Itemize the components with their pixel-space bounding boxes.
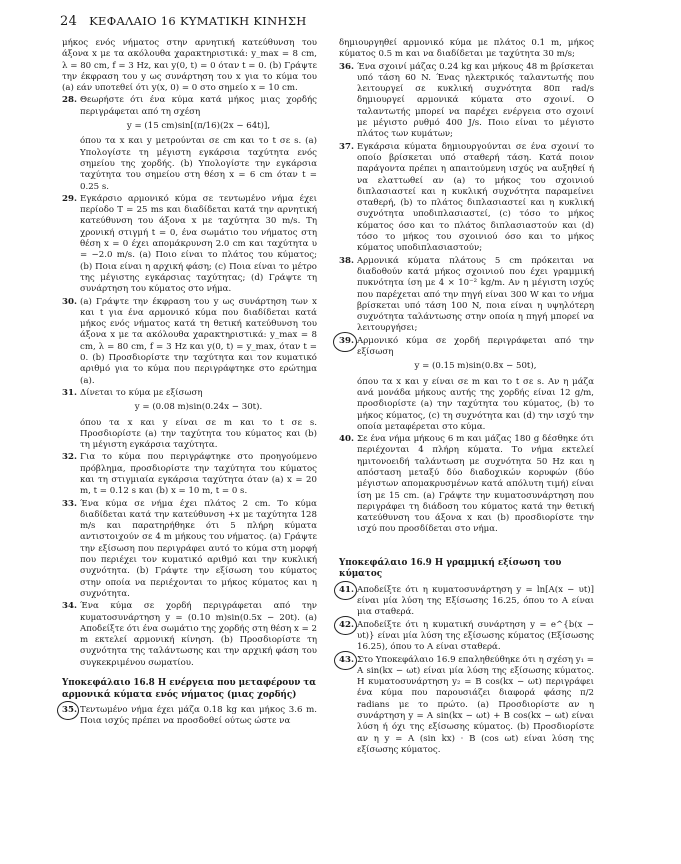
- problem-number: 36.: [339, 61, 354, 72]
- equation: y = (0.15 m)sin(0.8x − 50t),: [414, 361, 537, 372]
- running-title: ΚΕΦΑΛΑΙΟ 16 ΚΥΜΑΤΙΚΗ ΚΙΝΗΣΗ: [89, 14, 307, 28]
- problem-number: 29.: [62, 193, 77, 204]
- problem-31: [62, 388, 317, 451]
- problem-33: [62, 499, 317, 601]
- problem-text: Εγκάρσια κύματα δημιουργούνται σε ένα σχοινί το οποίο βρίσκεται υπό σταθερή τάση. Κατά ποιον παράγοντα πρέπει η απαιτούμενη ισχύς να αυξηθεί ή να ελαττωθεί αν (a) το μήκος του σχοινιού διπλασιαστεί και η κυκλική συχνότητα παραμείνει σταθερή, (b) το πλάτος διπλασιαστεί και η κυκλική συχνότητα υποδιπλασιαστεί, (c) τόσο το μήκος κύματος όσο και το πλάτος διπλασιαστούν και (d) τόσο το μήκος του σχοινιού όσο και το μήκος κύματος υποδιπλασιαστούν;: [357, 141, 594, 254]
- problem-text: Ένα κύμα σε χορδή περιγράφεται από την κυματοσυνάρτηση y = (0.10 m)sin(0.5x − 20t). (a) Αποδείξτε ότι ένα σωμάτιο της χορδής στη θέση x = 2 m εκτελεί αρμονική κίνηση. (b) Προσδιορίστε τη συχνότητα της ταλάντωσης και την αρχική φάση του συγκεκριμένου σωματίου.: [80, 601, 317, 668]
- section-heading-16-8: Υποκεφάλαιο 16.8 Η ενέργεια που μεταφέρουν τα αρμονικά κύματα ενός νήματος (μιας χορδής): [62, 678, 317, 700]
- problem-text: Τεντωμένο νήμα έχει μάζα 0.18 kg και μήκος 3.6 m. Ποια ισχύς πρέπει να προσδοθεί ούτως ώστε να: [80, 705, 317, 727]
- continued-problem-text: μήκος ενός νήματος στην αρνητική κατεύθυνση του άξονα x με τα ακόλουθα χαρακτηριστικά: y_max = 8 cm, λ = 80 cm, f = 3 Hz, και y(0, t) = 0 όταν t = 0. (b) Γράψτε την έκφραση του y ως συνάρτηση του x για το κύμα του (a) εάν υποτεθεί ότι y(x, 0) = 0 στο σημείο x = 10 cm.: [62, 38, 317, 94]
- problem-28: [62, 95, 317, 192]
- problem-number: 39.: [339, 335, 354, 346]
- problem-30: [62, 297, 317, 387]
- problem-41: [339, 585, 594, 619]
- problem-text: Για το κύμα που περιγράφτηκε στο προηγούμενο πρόβλημα, προσδιορίστε την ταχύτητα του κύματος και τη στιγμιαία εγκάρσια ταχύτητα όταν (a) x = 20 m, t = 0.12 s και (b) x = 10 m, t = 0 s.: [80, 452, 317, 497]
- problem-text: Ένα κύμα σε νήμα έχει πλάτος 2 cm. Το κύμα διαδίδεται κατά την κατεύθυνση +x με ταχύτητα 128 m/s και παρατηρήθηκε ότι 5 πλήρη κύματα αντιστοιχούν σε 4 m μήκους του νήματος. (a) Γράψτε την εξίσωση που περιγράφει αυτό το κύμα στη μορφή που περιέχει τον κυματικό αριθμό και την κυκλική συχνότητα. (b) Γράψτε την εξίσωση του κύματος στην οποία να περιέχονται το μήκος κύματος και η συχνότητα.: [80, 498, 317, 599]
- problem-number: 35.: [62, 705, 77, 716]
- problem-34: [62, 601, 317, 669]
- problem-number: 34.: [62, 601, 77, 612]
- problem-39: [339, 336, 594, 433]
- problem-text: Εγκάρσιο αρμονικό κύμα σε τεντωμένο νήμα έχει περίοδο T = 25 ms και διαδίδεται κατά την αρνητική κατεύθυνση του άξονα x με ταχύτητα 30 m/s. Τη χρονική στιγμή t = 0, ένα σωμάτιο του νήματος στη θέση x = 0 έχει απομάκρυνση 2.0 cm και ταχύτητα υ = −2.0 m/s. (a) Ποιο είναι το πλάτος του κύματος; (b) Ποια είναι η αρχική φάση; (c) Ποια είναι το μέτρο της μέγιστης εγκάρσιας ταχύτητας; (d) Γράψτε τη συνάρτηση του κύματος στο νήμα.: [80, 193, 317, 295]
- problem-number: 37.: [339, 141, 354, 152]
- problem-number: 30.: [62, 296, 77, 307]
- problem-text: (a) Γράψτε την έκφραση του y ως συνάρτηση των x και t για ένα αρμονικό κύμα που διαδίδεται κατά μήκος ενός νήματος κατά τη θετική κατεύθυνση του άξονα x με τα ακόλουθα χαρακτηριστικά: y_max = 8 cm, λ = 80 cm, f = 3 Hz και y(0, t) = y_max, όταν t = 0. (b) Προσδιορίστε την ταχύτητα και τον κυματικό αριθμό για το κύμα που περιγράφτηκε στο ερώτημα (a).: [80, 296, 317, 386]
- problem-38: [339, 256, 594, 335]
- problem-text: Θεωρήστε ότι ένα κύμα κατά μήκος μιας χορδής περιγράφεται από τη σχέση: [80, 95, 317, 117]
- continued-problem-text: δημιουργηθεί αρμονικό κύμα με πλάτος 0.1 m, μήκος κύματος 0.5 m και να διαδίδεται με ταχύτητα 30 m/s;: [339, 38, 594, 60]
- problem-number: 33.: [62, 498, 77, 509]
- right-column: [339, 38, 594, 757]
- equation: y = (15 cm)sin[(π/16)(2x − 64t)],: [126, 121, 271, 132]
- problem-text: Ένα σχοινί μάζας 0.24 kg και μήκους 48 m βρίσκεται υπό τάση 60 N. Ένας ηλεκτρικός ταλαντωτής που λειτουργεί σε κυκλική συχνότητα 80π rad/s δημιουργεί αρμονικά κύματα στο σχοινί. Ο ταλαντωτής μπορεί να παρέχει ενέργεια στο σχοινί με μέγιστο ρυθμό 400 J/s. Ποιο είναι το μέγιστο πλάτος των κυμάτων;: [357, 61, 594, 140]
- problem-number: 42.: [339, 619, 354, 630]
- problem-42: [339, 620, 594, 654]
- problem-text: Στο Υποκεφάλαιο 16.9 επαληθεύθηκε ότι η σχέση y₁ = A sin(kx − ωt) είναι μία λύση της εξίσωσης κύματος. Η κυματοσυνάρτηση y₂ = B cos(kx − ωt) περιγράφει ένα κύμα που παρουσιάζει διαφορά φάσης π/2 radians με το πρώτο. (a) Προσδιορίστε αν η συνάρτηση y = A sin(kx − ωt) + B cos(kx − ωt) είναι λύση ή όχι της εξίσωσης κύματος. (b) Προσδιορίστε αν η y = A (sin kx) · B (cos ωt) είναι λύση της εξίσωσης κύματος.: [357, 654, 594, 755]
- problem-text: Αποδείξτε ότι η κυματική συνάρτηση y = e^{b(x − υt)} είναι μία λύση της εξίσωσης κύματος (Εξίσωσης 16.25), όπου το A είναι σταθερά.: [357, 619, 594, 653]
- problem-number: 40.: [339, 434, 354, 445]
- equation: y = (0.08 m)sin(0.24x − 30t).: [134, 402, 263, 413]
- problem-text-after: όπου τα x και y μετρούνται σε cm και το t σε s. (a) Υπολογίστε τη μέγιστη εγκάρσια ταχύτητα ενός σημείου της χορδής. (b) Υπολογίστε την εγκάρσια ταχύτητα του σημείου στη θέση x = 6 cm όταν t = 0.25 s.: [80, 136, 317, 192]
- problem-43: [339, 655, 594, 757]
- problem-number: 31.: [62, 387, 77, 398]
- problem-32: [62, 452, 317, 497]
- problem-number: 28.: [62, 95, 77, 106]
- problem-text: Δίνεται το κύμα με εξίσωση: [80, 387, 203, 398]
- problem-37: [339, 142, 594, 255]
- section-heading-16-9: Υποκεφάλαιο 16.9 Η γραμμική εξίσωση του κύματος: [339, 557, 562, 580]
- problem-number: 32.: [62, 452, 77, 463]
- problem-text: Σε ένα νήμα μήκους 6 m και μάζας 180 g δέσθηκε ότι περιέχονται 4 πλήρη κύματα. Το νήμα εκτελεί ημιτονοειδή ταλάντωση με συχνότητα 50 Hz και η απόσταση μεταξύ δύο διαδοχικών κορυφών (δύο μέγιστων απομακρυσμένων κατά απόλυτη τιμή) είναι ίση με 15 cm. (a) Γράψτε την κυματοσυνάρτηση που περιγράφει τη διάδοση του κύματος κατά την θετική κατεύθυνση του άξονα x και (b) προσδιορίστε την ισχύ που προσδίδεται στο νήμα.: [357, 434, 594, 535]
- problem-text-after: όπου τα x και y είναι σε m και το t σε s. Αν η μάζα ανά μονάδα μήκους αυτής της χορδής είναι 12 g/m, προσδιορίστε (a) την ταχύτητα του κύματος, (b) το μήκος κύματος, (c) τη συχνότητα και (d) την ισχύ την οποία μεταφέρεται στο κύμα.: [357, 376, 594, 432]
- problem-29: [62, 194, 317, 296]
- problem-number: 43.: [339, 654, 354, 665]
- running-header: [60, 14, 307, 29]
- problem-text: Αποδείξτε ότι η κυματοσυνάρτηση y = ln[A(x − υt)] είναι μία λύση της Εξίσωσης 16.25, όπου το A είναι μια σταθερά.: [357, 584, 594, 618]
- problem-40: [339, 434, 594, 536]
- left-column: [62, 38, 317, 729]
- problem-text: Αρμονικό κύμα σε χορδή περιγράφεται από την εξίσωση: [357, 335, 594, 358]
- problem-35: [62, 705, 317, 728]
- problem-text: Αρμονικά κύματα πλάτους 5 cm πρόκειται να διαδοθούν κατά μήκος σχοινιού που έχει γραμμική πυκνότητα ίση με 4 × 10⁻² kg/m. Αν η μέγιστη ισχύς που παρέχεται από την πηγή είναι 300 W και το νήμα βρίσκεται υπό τάση 100 N, ποια είναι η υψηλότερη συχνότητα ταλάντωσης στην οποία η πηγή μπορεί να λειτουργήσει;: [357, 255, 594, 334]
- page-number: 24: [60, 14, 78, 29]
- problem-number: 38.: [339, 255, 354, 266]
- problem-number: 41.: [339, 584, 354, 595]
- problem-36: [339, 62, 594, 141]
- problem-text-after: όπου τα x και y είναι σε m και το t σε s. Προσδιορίστε (a) την ταχύτητα του κύματος και (b) τη μέγιστη εγκάρσια ταχύτητα.: [80, 417, 317, 451]
